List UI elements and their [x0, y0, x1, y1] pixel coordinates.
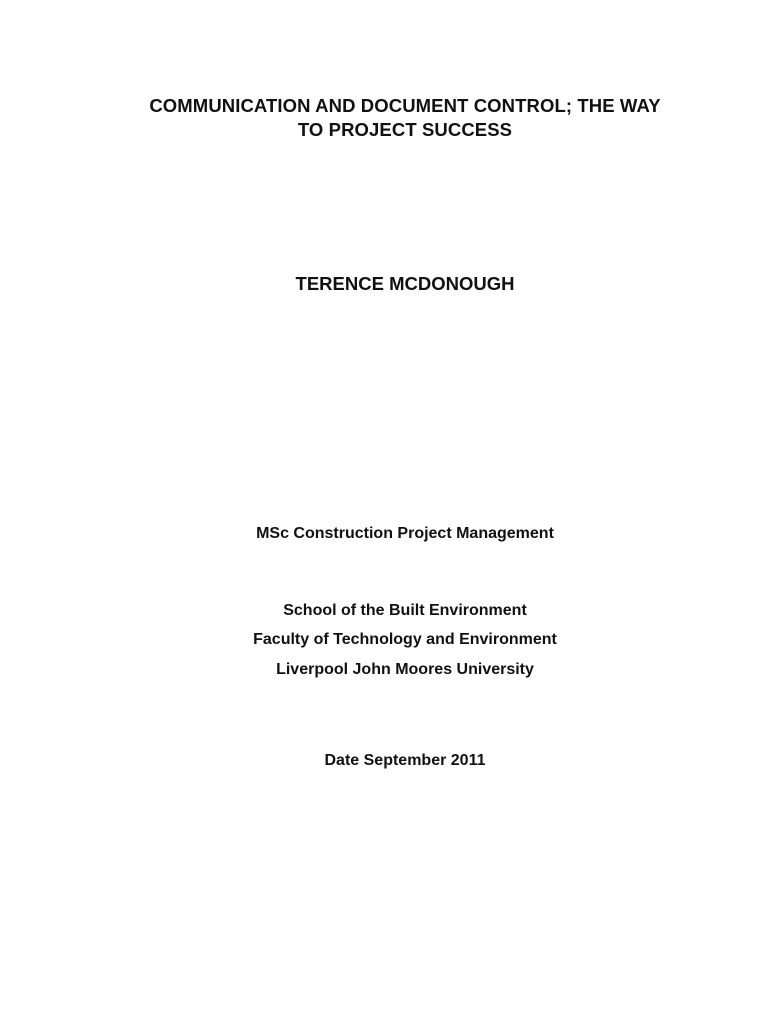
faculty-name: Faculty of Technology and Environment	[253, 631, 557, 648]
title-line-1: COMMUNICATION AND DOCUMENT CONTROL; THE WAY	[149, 95, 661, 116]
school-name: School of the Built Environment	[283, 602, 527, 619]
title-line-2: TO PROJECT SUCCESS	[297, 119, 513, 140]
author-name: TERENCE MCDONOUGH	[295, 273, 515, 294]
submission-date: Date September 2011	[324, 752, 486, 769]
university-name: Liverpool John Moores University	[276, 661, 534, 678]
degree-programme: MSc Construction Project Management	[256, 525, 554, 542]
